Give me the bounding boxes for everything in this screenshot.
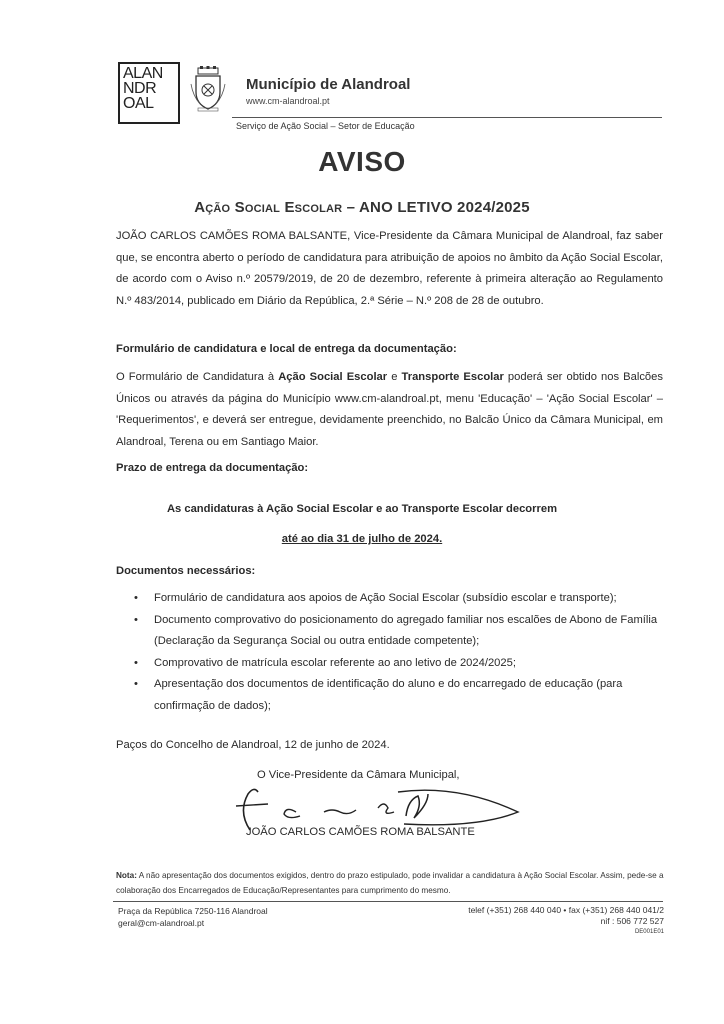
form-text: e <box>387 371 402 383</box>
list-item <box>116 653 666 675</box>
list-item-text: Apresentação dos documentos de identificação do aluno e do encarregado de educação (para confirmação de dados); <box>154 678 623 712</box>
signatory-title: O Vice-Presidente da Câmara Municipal, <box>257 769 460 781</box>
bullet-icon: • <box>134 656 138 669</box>
deadline-statement: As candidaturas à Ação Social Escolar e ao Transporte Escolar decorrem <box>166 503 558 515</box>
municipality-url: www.cm-alandroal.pt <box>246 96 330 106</box>
municipality-logo <box>118 62 180 124</box>
form-bold-transport: Transporte Escolar <box>401 371 504 383</box>
service-name: Serviço de Ação Social – Setor de Educação <box>236 121 415 131</box>
list-item-text: Comprovativo de matrícula escolar referente ao ano letivo de 2024/2025; <box>154 656 516 669</box>
footer-contact-block <box>468 905 664 938</box>
note-label: Nota: <box>116 871 137 880</box>
list-item-text: Formulário de candidatura aos apoios de Ação Social Escolar (subsídio escolar e transporte); <box>154 592 617 604</box>
list-item <box>116 610 666 653</box>
footer-address-block <box>118 905 268 929</box>
deadline-date: até ao dia 31 de julho de 2024. <box>281 533 443 545</box>
list-item <box>116 674 666 717</box>
municipality-name: Município de Alandroal <box>246 76 411 93</box>
bullet-icon: • <box>134 613 138 626</box>
coat-of-arms-icon <box>190 66 226 112</box>
section-heading-form: Formulário de candidatura e local de entrega da documentação: <box>116 343 457 355</box>
list-item <box>116 588 666 610</box>
form-text: O Formulário de Candidatura à <box>116 371 279 383</box>
bullet-icon: • <box>134 592 138 604</box>
footer-email: geral@cm-alandroal.pt <box>118 918 205 928</box>
logo-line: ALAN <box>123 65 163 82</box>
note-text: A não apresentação dos documentos exigidos, dentro do prazo estipulado, pode invalidar a candidatura à Ação Social Escolar. Assim, pede-se a colaboração dos Encarregados de Educação/Representantes para cumprimento do mesmo. <box>116 871 664 895</box>
documents-list <box>116 588 666 717</box>
footer-nif: nif : 506 772 527 <box>600 916 664 926</box>
place-date: Paços do Concelho de Alandroal, 12 de junho de 2024. <box>116 739 390 751</box>
section-heading-documents: Documentos necessários: <box>116 565 256 577</box>
page-title: AVISO <box>318 146 406 177</box>
footer-phone: telef (+351) 268 440 040 • fax (+351) 268 440 041/2 <box>468 905 664 915</box>
form-paragraph <box>116 367 663 453</box>
intro-paragraph: JOÃO CARLOS CAMÕES ROMA BALSANTE, Vice-Presidente da Câmara Municipal de Alandroal, faz saber que, se encontra aberto o período de candidatura para atribuição de apoios no âmbito da Ação Social Escolar, de acordo com o Aviso n.º 20579/2019, de 20 de dezembro, referente à primeira alteração ao Regulamento N.º 483/2014, publicado em Diário da República, 2.ª Série – N.º 208 de 28 de outubro. <box>116 230 663 307</box>
form-bold-ase: Ação Social Escolar <box>278 371 388 383</box>
page-subtitle: Ação Social Escolar – ANO LETIVO 2024/2025 <box>194 199 530 216</box>
footer-document-code: DE001E01 <box>634 929 664 935</box>
signatory-name: JOÃO CARLOS CAMÕES ROMA BALSANTE <box>246 826 475 838</box>
section-heading-deadline: Prazo de entrega da documentação: <box>116 462 309 474</box>
header-divider <box>232 117 662 118</box>
form-text: poderá ser obtido nos Balcões Únicos ou através da página do Município www.cm-alandroal.pt, menu 'Educação' – 'Ação Social Escolar' – 'Requerimentos', e deverá ser entregue, devidamente preenchido, no Balcão Único da Câmara Municipal, em Alandroal, Terena ou em Santiago Maior. <box>116 371 663 448</box>
logo-line: NDR <box>123 80 157 97</box>
footer-divider <box>113 901 663 902</box>
bullet-icon: • <box>134 678 138 690</box>
logo-line: OAL <box>123 95 154 112</box>
list-item-text: Documento comprovativo do posicionamento do agregado familiar nos escalões de Abono de Família (Declaração da Segurança Social ou outra entidade competente); <box>154 613 658 647</box>
footnote <box>116 868 664 898</box>
footer-address: Praça da República 7250-116 Alandroal <box>118 906 268 916</box>
